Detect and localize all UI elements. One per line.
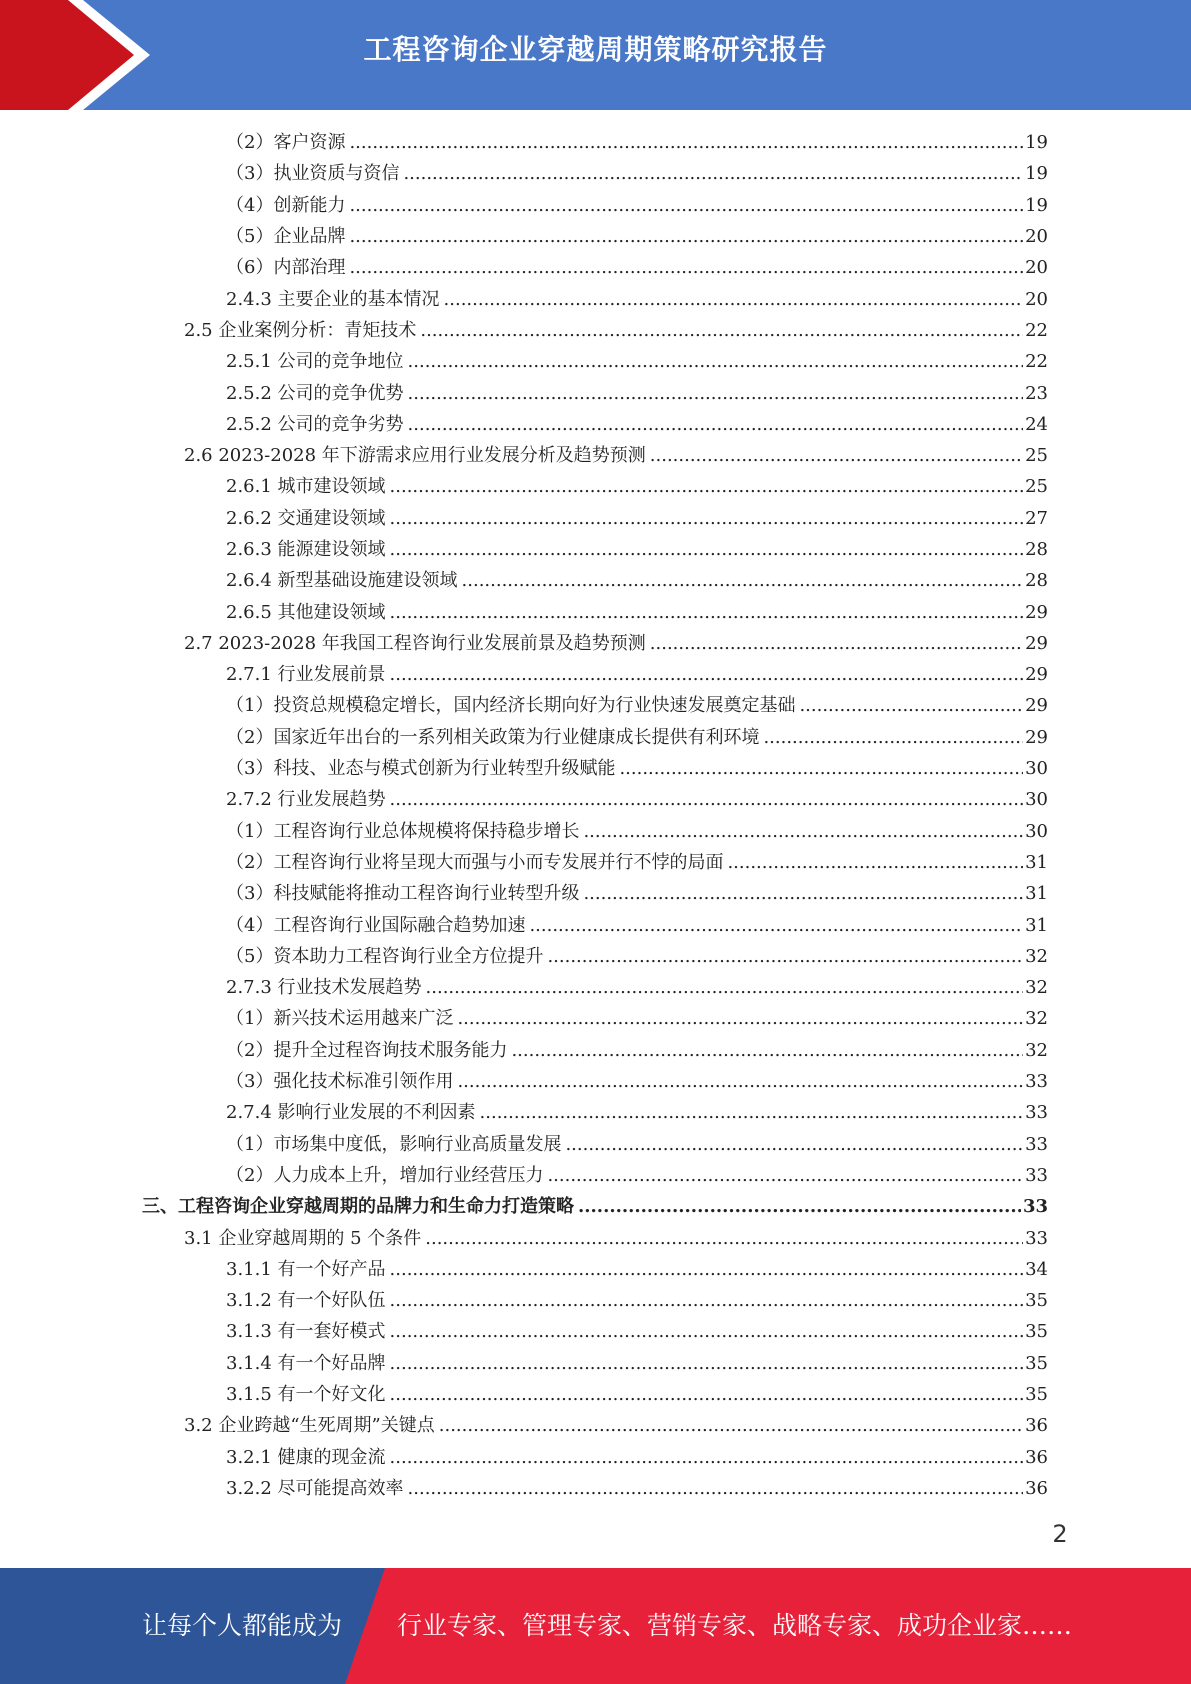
toc-entry-title: （2）工程咨询行业将呈现大而强与小而专发展并行不悖的局面 (226, 851, 724, 873)
toc-entry-title: 2.7.4 影响行业发展的不利因素 (226, 1102, 476, 1124)
toc-entry[interactable] (0, 565, 1048, 596)
toc-dot-leader (763, 722, 1023, 753)
toc-dot-leader (439, 1410, 1023, 1441)
toc-entry-page: 36 (1025, 1446, 1048, 1468)
toc-entry-page: 31 (1025, 914, 1048, 936)
toc-dot-leader (390, 1254, 1024, 1285)
toc-entry-page: 23 (1025, 382, 1048, 404)
page-number: 2 (1052, 1520, 1068, 1548)
toc-entry-page: 22 (1025, 351, 1048, 373)
toc-dot-leader (511, 1035, 1023, 1066)
toc-entry-title: （2）人力成本上升，增加行业经营压力 (226, 1164, 544, 1186)
toc-entry[interactable] (0, 784, 1048, 815)
page-footer (0, 1568, 1191, 1684)
toc-entry[interactable] (0, 1097, 1048, 1128)
toc-entry-page: 29 (1025, 601, 1048, 623)
toc-entry-title: （5）企业品牌 (226, 226, 346, 248)
toc-entry-title: 3.2.2 尽可能提高效率 (226, 1477, 404, 1499)
toc-entry-page: 33 (1025, 1133, 1048, 1155)
toc-entry[interactable] (0, 471, 1048, 502)
toc-entry-page: 32 (1025, 945, 1048, 967)
toc-entry-title: （2）提升全过程咨询技术服务能力 (226, 1039, 508, 1061)
toc-entry-title: 2.7.3 行业技术发展趋势 (226, 977, 422, 999)
toc-entry-title: （5）资本助力工程咨询行业全方位提升 (226, 945, 544, 967)
toc-entry-title: 3.2 企业跨越“生死周期”关键点 (184, 1415, 435, 1437)
toc-entry[interactable] (0, 878, 1048, 909)
toc-entry[interactable] (0, 1222, 1048, 1253)
toc-entry[interactable] (0, 158, 1048, 189)
toc-entry-title: （1）工程咨询行业总体规模将保持稳步增长 (226, 820, 580, 842)
toc-dot-leader (390, 534, 1024, 565)
toc-entry[interactable] (0, 816, 1048, 847)
toc-entry[interactable] (0, 753, 1048, 784)
toc-entry[interactable] (0, 534, 1048, 565)
toc-dot-leader (408, 346, 1024, 377)
toc-dot-leader (529, 910, 1023, 941)
toc-entry-page: 29 (1025, 632, 1048, 654)
toc-dot-leader (390, 1379, 1024, 1410)
toc-entry[interactable] (0, 1379, 1048, 1410)
toc-entry[interactable] (0, 1441, 1048, 1472)
toc-entry[interactable] (0, 596, 1048, 627)
toc-entry-page: 22 (1025, 319, 1048, 341)
toc-entry-title: 2.4.3 主要企业的基本情况 (226, 288, 440, 310)
toc-entry-page: 30 (1025, 789, 1048, 811)
toc-entry[interactable] (0, 252, 1048, 283)
toc-entry-page: 34 (1025, 1258, 1048, 1280)
toc-entry-title: 2.6.1 城市建设领域 (226, 476, 386, 498)
toc-dot-leader (426, 972, 1024, 1003)
toc-entry-title: 2.7.1 行业发展前景 (226, 664, 386, 686)
toc-dot-leader (583, 878, 1023, 909)
toc-entry[interactable] (0, 941, 1048, 972)
toc-entry[interactable] (0, 1129, 1048, 1160)
toc-entry[interactable] (0, 1316, 1048, 1347)
toc-entry-page: 30 (1025, 820, 1048, 842)
toc-entry-title: 3.2.1 健康的现金流 (226, 1446, 386, 1468)
toc-entry[interactable] (0, 1473, 1048, 1504)
toc-entry-page: 33 (1025, 1164, 1048, 1186)
toc-entry[interactable] (0, 1254, 1048, 1285)
toc-dot-leader (390, 1348, 1024, 1379)
toc-entry-page: 19 (1025, 163, 1048, 185)
toc-entry-title: （1）新兴技术运用越来广泛 (226, 1008, 454, 1030)
toc-dot-leader (390, 471, 1024, 502)
toc-entry-page: 28 (1025, 570, 1048, 592)
toc-entry[interactable] (0, 190, 1048, 221)
toc-dot-leader (462, 565, 1024, 596)
toc-entry-page: 20 (1025, 257, 1048, 279)
toc-entry-title: （3）强化技术标准引领作用 (226, 1071, 454, 1093)
toc-dot-leader (650, 440, 1023, 471)
toc-entry-title: 2.6.4 新型基础设施建设领域 (226, 570, 458, 592)
toc-entry-page: 33 (1025, 1102, 1048, 1124)
toc-entry-page: 32 (1025, 1039, 1048, 1061)
toc-dot-leader (349, 190, 1023, 221)
toc-entry-title: 2.6 2023-2028 年下游需求应用行业发展分析及趋势预测 (184, 445, 646, 467)
toc-entry-title: 2.5.2 公司的竞争优势 (226, 382, 404, 404)
toc-entry[interactable] (0, 1003, 1048, 1034)
toc-entry-page: 28 (1025, 539, 1048, 560)
toc-dot-leader (390, 1285, 1024, 1316)
toc-dot-leader (547, 1160, 1023, 1191)
toc-dot-leader (727, 847, 1023, 878)
toc-dot-leader (480, 1097, 1024, 1128)
toc-entry-page: 35 (1025, 1321, 1048, 1343)
toc-dot-leader (408, 409, 1024, 440)
toc-entry-title: 2.5.2 公司的竞争劣势 (226, 413, 404, 435)
toc-entry-title: 2.5.1 公司的竞争地位 (226, 351, 404, 373)
toc-entry-title: （6）内部治理 (226, 257, 346, 279)
toc-entry-title: （4）工程咨询行业国际融合趋势加速 (226, 914, 526, 936)
footer-slogan-right: 行业专家、管理专家、营销专家、战略专家、成功企业家…… (397, 1611, 1073, 1640)
toc-entry-title: 3.1.1 有一个好产品 (226, 1258, 386, 1280)
toc-entry-page: 31 (1025, 883, 1048, 905)
toc-entry[interactable] (0, 659, 1048, 690)
toc-entry[interactable] (0, 972, 1048, 1003)
toc-entry[interactable] (0, 440, 1048, 471)
toc-dot-leader (408, 378, 1024, 409)
toc-entry[interactable] (0, 628, 1048, 659)
toc-entry-title: 3.1.3 有一套好模式 (226, 1321, 386, 1343)
toc-dot-leader (349, 221, 1023, 252)
toc-entry-title: （3）执业资质与资信 (226, 163, 400, 185)
toc-dot-leader (403, 158, 1023, 189)
toc-dot-leader (547, 941, 1023, 972)
toc-dot-leader (390, 1442, 1024, 1473)
toc-entry-page: 30 (1025, 758, 1048, 780)
toc-entry[interactable] (0, 283, 1048, 314)
table-of-contents (0, 127, 1191, 1504)
toc-entry[interactable] (0, 127, 1048, 158)
toc-entry-page: 20 (1025, 226, 1048, 248)
toc-entry-page: 33 (1022, 1196, 1048, 1218)
toc-entry-page: 29 (1025, 664, 1048, 686)
toc-entry-page: 32 (1025, 977, 1048, 999)
toc-entry-title: 3.1.5 有一个好文化 (226, 1384, 386, 1406)
toc-entry-page: 31 (1025, 851, 1048, 873)
toc-entry[interactable] (0, 1191, 1048, 1222)
toc-entry-title: 2.6.3 能源建设领域 (226, 539, 386, 560)
toc-entry-page: 33 (1025, 1071, 1048, 1093)
toc-entry-title: （3）科技、业态与模式创新为行业转型升级赋能 (226, 758, 616, 780)
toc-dot-leader (390, 597, 1024, 628)
toc-entry[interactable] (0, 847, 1048, 878)
toc-entry-title: （2）客户资源 (226, 132, 346, 154)
toc-entry-page: 35 (1025, 1290, 1048, 1312)
toc-entry-title: 3.1.2 有一个好队伍 (226, 1290, 386, 1312)
toc-dot-leader (390, 1316, 1024, 1347)
toc-entry-title: （1）市场集中度低，影响行业高质量发展 (226, 1133, 562, 1155)
toc-dot-leader (420, 315, 1023, 346)
toc-dot-leader (619, 753, 1023, 784)
toc-entry-page: 33 (1025, 1227, 1048, 1249)
report-title: 工程咨询企业穿越周期策略研究报告 (363, 33, 828, 66)
toc-entry-title: 2.6.2 交通建设领域 (226, 507, 386, 529)
footer-slogan-left: 让每个人都能成为 (142, 1611, 343, 1640)
toc-dot-leader (444, 284, 1024, 315)
toc-entry-page: 20 (1025, 288, 1048, 310)
toc-entry-title: 三、工程咨询企业穿越周期的品牌力和生命力打造策略 (142, 1196, 574, 1218)
toc-dot-leader (349, 127, 1023, 158)
toc-dot-leader (408, 1473, 1024, 1504)
toc-entry[interactable] (0, 503, 1048, 534)
toc-entry-title: （1）投资总规模稳定增长，国内经济长期向好为行业快速发展奠定基础 (226, 695, 796, 717)
toc-dot-leader (578, 1191, 1021, 1222)
toc-entry-title: （2）国家近年出台的一系列相关政策为行业健康成长提供有利环境 (226, 726, 760, 748)
toc-entry[interactable] (0, 690, 1048, 721)
toc-entry-page: 25 (1025, 476, 1048, 498)
toc-entry[interactable] (0, 1035, 1048, 1066)
toc-entry[interactable] (0, 1160, 1048, 1191)
toc-entry-title: 2.5 企业案例分析：青矩技术 (184, 319, 417, 341)
toc-entry[interactable] (0, 909, 1048, 940)
toc-entry-page: 29 (1025, 695, 1048, 717)
toc-dot-leader (650, 628, 1023, 659)
toc-entry-page: 35 (1025, 1352, 1048, 1374)
toc-entry[interactable] (0, 1066, 1048, 1097)
toc-entry-page: 36 (1025, 1477, 1048, 1499)
toc-entry-title: 3.1 企业穿越周期的 5 个条件 (184, 1227, 422, 1249)
toc-entry-page: 29 (1025, 726, 1048, 748)
toc-entry[interactable] (0, 409, 1048, 440)
toc-entry-title: （3）科技赋能将推动工程咨询行业转型升级 (226, 883, 580, 905)
toc-entry-page: 24 (1025, 413, 1048, 435)
toc-entry-page: 35 (1025, 1384, 1048, 1406)
toc-entry-page: 36 (1025, 1415, 1048, 1437)
toc-entry-title: 3.1.4 有一个好品牌 (226, 1352, 386, 1374)
toc-entry-page: 19 (1025, 194, 1048, 216)
toc-entry[interactable] (0, 1285, 1048, 1316)
toc-dot-leader (425, 1223, 1023, 1254)
toc-dot-leader (457, 1066, 1023, 1097)
toc-entry[interactable] (0, 346, 1048, 377)
toc-entry[interactable] (0, 377, 1048, 408)
toc-dot-leader (799, 690, 1023, 721)
toc-entry[interactable] (0, 722, 1048, 753)
toc-entry[interactable] (0, 1410, 1048, 1441)
toc-dot-leader (349, 252, 1023, 283)
toc-entry[interactable] (0, 1348, 1048, 1379)
toc-entry-page: 25 (1025, 445, 1048, 467)
toc-entry-page: 32 (1025, 1008, 1048, 1030)
toc-entry[interactable] (0, 221, 1048, 252)
toc-entry-title: 2.7 2023-2028 年我国工程咨询行业发展前景及趋势预测 (184, 632, 646, 654)
toc-dot-leader (457, 1003, 1023, 1034)
toc-entry-title: 2.6.5 其他建设领域 (226, 601, 386, 623)
page-header (0, 0, 1191, 110)
toc-entry-title: 2.7.2 行业发展趋势 (226, 789, 386, 811)
toc-entry[interactable] (0, 315, 1048, 346)
toc-entry-title: （4）创新能力 (226, 194, 346, 216)
toc-dot-leader (565, 1129, 1023, 1160)
toc-dot-leader (390, 659, 1024, 690)
toc-entry-page: 27 (1025, 507, 1048, 529)
toc-dot-leader (583, 816, 1023, 847)
toc-dot-leader (390, 503, 1024, 534)
toc-dot-leader (390, 784, 1024, 815)
toc-entry-page: 19 (1025, 132, 1048, 154)
